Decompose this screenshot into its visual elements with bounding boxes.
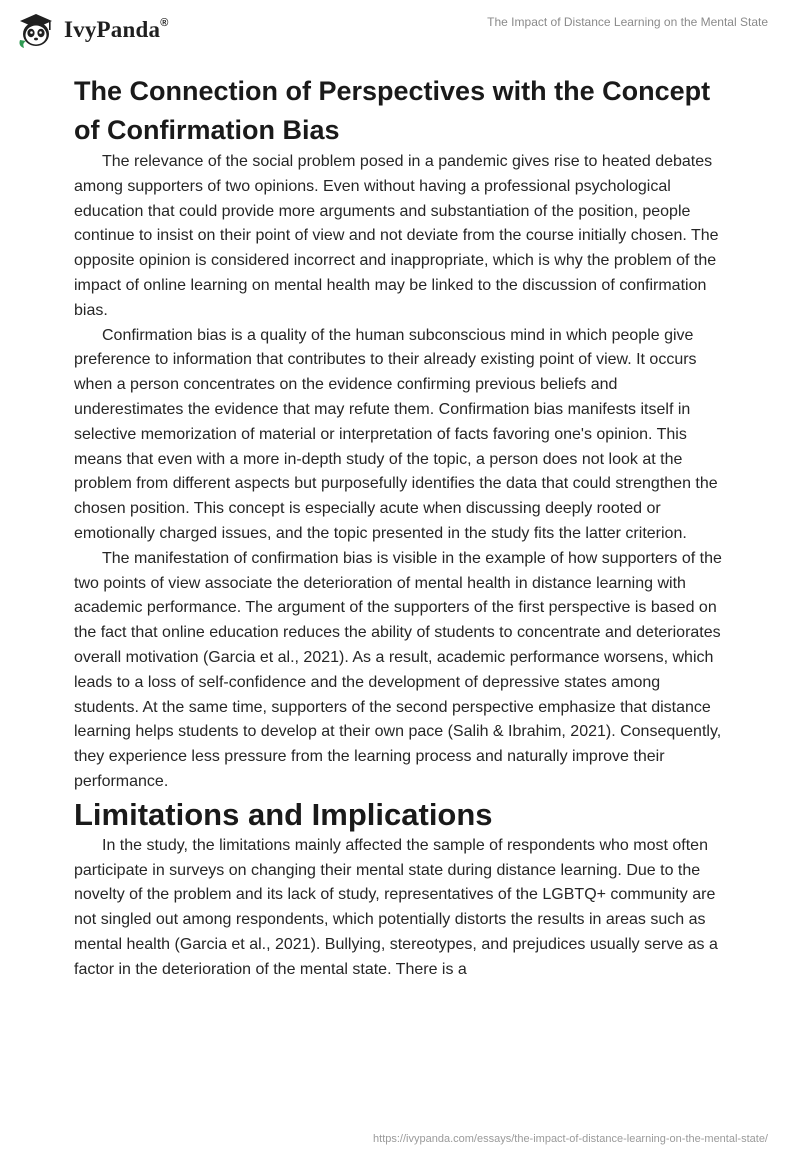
article-body <box>74 72 724 983</box>
paragraph: Confirmation bias is a quality of the human subconscious mind in which people give preference to information that contributes to their already existing point of view. It occurs when a person concentrates on the evidence confirming previous beliefs and underestimates the evidence that may refute them. Confirmation bias manifests itself in selective memorization of material or interpretation of facts favoring one's opinion. This means that even with a more in-depth study of the topic, a person does not look at the problem from different aspects but purposefully identifies the data that could strengthen the chosen position. This concept is especially acute when discussing deeply rooted or emotionally charged issues, and the topic presented in the study fits the latter criterion. <box>74 326 718 542</box>
panda-logo-icon <box>16 10 56 50</box>
source-url[interactable]: https://ivypanda.com/essays/the-impact-of-distance-learning-on-the-mental-state/ <box>373 1133 768 1145</box>
page-header <box>0 0 800 60</box>
section-heading-confirmation-bias: The Connection of Perspectives with the Concept of Confirmation Bias <box>74 76 711 145</box>
document-title: The Impact of Distance Learning on the Mental State <box>487 15 768 29</box>
paragraph: The manifestation of confirmation bias is visible in the example of how supporters of the two points of view associate the deterioration of mental health in distance learning with academic performance. The argument of the supporters of the first perspective is based on the fact that online education reduces the ability of students to concentrate and deteriorates overall motivation (Garcia et al., 2021). As a result, academic performance worsens, which leads to a loss of self-confidence and the development of depressive states among students. At the same time, supporters of the second perspective emphasize that distance learning helps students to develop at their own pace (Salih & Ibrahim, 2021). Consequently, they experience less pressure from the learning process and naturally improve their performance. <box>74 549 722 790</box>
brand-name: IvyPanda® <box>64 17 169 42</box>
section-heading-limitations: Limitations and Implications <box>74 796 493 832</box>
brand-logo[interactable] <box>16 10 169 50</box>
paragraph: In the study, the limitations mainly affected the sample of respondents who most often participate in surveys on changing their mental state during distance learning. Due to the novelty of the problem and its lack of study, representatives of the LGBTQ+ community are not singled out among respondents, which potentially distorts the results in areas such as mental health (Garcia et al., 2021). Bullying, stereotypes, and prejudices usually serve as a factor in the deterioration of the mental state. There is a <box>74 836 718 978</box>
paragraph: The relevance of the social problem posed in a pandemic gives rise to heated debates among supporters of two opinions. Even without having a professional psychological education that could provide more arguments and substantiation of the position, people continue to insist on their point of view and not deviate from the course initially chosen. The opposite opinion is considered incorrect and inappropriate, which is why the problem of the impact of online learning on mental health may be linked to the discussion of confirmation bias. <box>74 153 719 319</box>
